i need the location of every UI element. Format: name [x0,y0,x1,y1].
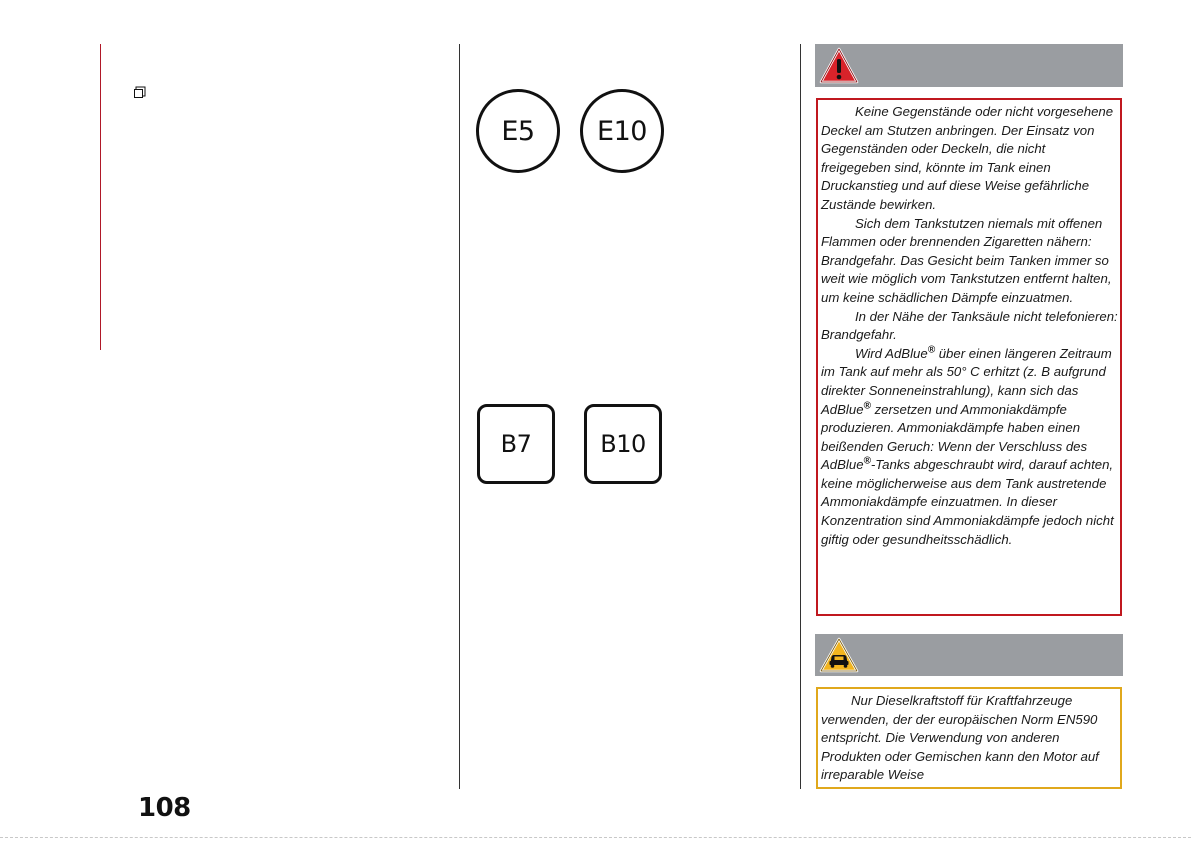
warning-header-bar [815,44,1123,87]
warning-box [816,98,1122,616]
fuel-label-b10: B10 [584,404,662,484]
caution-box [816,687,1122,789]
warning-paragraph: In der Nähe der Tanksäule nicht telefonieren: Brandgefahr. [821,308,1118,343]
warning-paragraph: Sich dem Tankstutzen niemals mit offenen Flammen oder brennenden Zigaretten nähern: Brandgefahr. Das Gesicht beim Tanken immer so weit wie möglich vom Tankstutzen entfernt halten, um keine schädlichen Dämpfe einzuatmen. [821,215,1112,305]
registered-mark: ® [863,455,871,467]
adblue-text: über einen längeren Zeitraum im Tank auf mehr als 50° C erhitzt (z. B aufgrund direkter Sonneneinstrahlung), kann sich das AdBlue [821,345,1112,417]
registered-mark: ® [927,344,936,356]
car-caution-icon [818,636,860,674]
page-trim-line [0,837,1191,838]
registered-mark: ® [863,400,871,412]
warning-triangle-icon [818,46,860,86]
adblue-text: -Tanks abgeschraubt wird, darauf achten, keine möglicherweise aus dem Tank austretende Ammoniakdämpfe einzuatmen. In dieser Konzentration sind Ammoniakdämpfe jedoch nicht giftig oder gesundheitsschädlich. [821,457,1114,547]
adblue-text: zersetzen und Ammoniakdämpfe produzieren. Ammoniakdämpfe haben einen beißenden Geruch: Wenn der Verschluss des AdBlue [821,401,1088,473]
warning-paragraph-adblue [821,345,1118,550]
column-divider [459,44,460,789]
warning-text [821,103,1118,549]
adblue-text: Wird AdBlue [855,345,928,361]
caution-text [821,692,1118,785]
fuel-label-b7: B7 [477,404,555,484]
caution-paragraph: Nur Dieselkraftstoff für Kraftfahrzeuge verwenden, der der europäischen Norm EN590 entspricht. Die Verwendung von anderen Produkten oder Gemischen kann den Motor auf irreparable Weise [821,693,1099,783]
caution-header-bar [815,634,1123,676]
fuel-label-e10: E10 [580,89,664,173]
left-margin-rule [100,44,101,350]
fuel-label-e5: E5 [476,89,560,173]
checkbox-bullet-icon [134,89,143,98]
page-number: 108 [138,793,191,823]
warning-paragraph: Keine Gegenstände oder nicht vorgesehene Deckel am Stutzen anbringen. Der Einsatz von Gegenständen oder Deckeln, die nicht freigegeben sind, könnte im Tank einen Druckanstieg und auf diese Weise gefährliche Zustände bewirken. [821,104,1114,212]
column-divider [800,44,801,789]
